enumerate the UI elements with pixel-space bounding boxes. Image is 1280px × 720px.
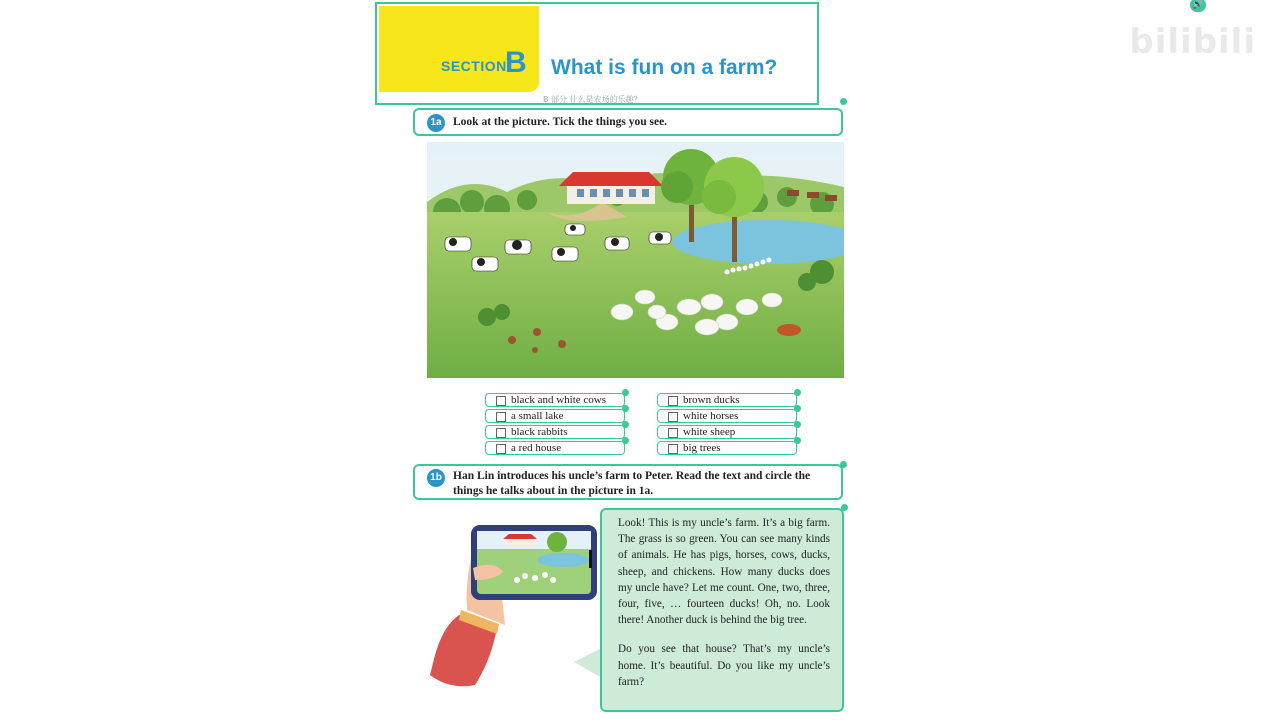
- checklist-item-white-horses[interactable]: [657, 409, 797, 423]
- hotspot-dot[interactable]: [622, 421, 629, 428]
- hotspot-dot[interactable]: [794, 389, 801, 396]
- task-1a-text: Look at the picture. Tick the things you see.: [453, 116, 668, 128]
- checklist-item-brown-ducks[interactable]: [657, 393, 797, 407]
- task-1a-instruction[interactable]: [413, 108, 843, 136]
- checklist-item-white-sheep[interactable]: [657, 425, 797, 439]
- hotspot-dot[interactable]: [622, 437, 629, 444]
- checkbox[interactable]: [496, 428, 506, 438]
- page-subtitle-chinese: B 部分 什么是农场的乐趣？: [543, 95, 642, 104]
- checklist-label: big trees: [683, 442, 721, 454]
- checklist-label: black rabbits: [511, 426, 568, 438]
- hotspot-dot[interactable]: [840, 98, 847, 105]
- task-1b-badge: 1b: [427, 469, 445, 487]
- hotspot-dot[interactable]: [840, 461, 847, 468]
- task-1a-badge: 1a: [427, 114, 445, 132]
- red-house-drawing: [559, 172, 663, 204]
- checklist-label: a red house: [511, 442, 562, 454]
- reading-passage: [600, 508, 844, 712]
- reading-paragraph-2: Do you see that house? That’s my uncle’s home. It’s beautiful. Do you like my uncle’s farm?: [618, 643, 830, 688]
- hotspot-dot[interactable]: [841, 504, 848, 511]
- checkbox[interactable]: [668, 428, 678, 438]
- checkbox[interactable]: [496, 396, 506, 406]
- reading-paragraph-1: Look! This is my uncle’s farm. It’s a big farm. The grass is so green. You can see many kinds of animals. He has pigs, horses, cows, ducks, sheep, and chickens. How many ducks does my uncle have? Let me count. One, two, three, four, five, … fourteen ducks! Oh, no. Look there! Another duck is behind the big tree.: [618, 517, 830, 627]
- audio-icon[interactable]: 🔊: [1190, 0, 1206, 12]
- checklist-label: a small lake: [511, 410, 564, 422]
- checklist-item-black-and-white-cows[interactable]: [485, 393, 625, 407]
- hotspot-dot[interactable]: [794, 437, 801, 444]
- checkbox[interactable]: [668, 444, 678, 454]
- checklist-label: white horses: [683, 410, 739, 422]
- speech-bubble-pointer: [574, 648, 602, 678]
- checklist-item-a-red-house[interactable]: [485, 441, 625, 455]
- checklist-item-big-trees[interactable]: [657, 441, 797, 455]
- checklist-item-a-small-lake[interactable]: [485, 409, 625, 423]
- farm-scene-image: [427, 142, 844, 378]
- checklist-label: black and white cows: [511, 394, 606, 406]
- section-label: SECTION: [441, 58, 507, 74]
- hotspot-dot[interactable]: [622, 405, 629, 412]
- checkbox[interactable]: [496, 444, 506, 454]
- checkbox[interactable]: [496, 412, 506, 422]
- task-1b-text: Han Lin introduces his uncle’s farm to Peter. Read the text and circle the things he talks about in the picture in 1a.: [453, 470, 811, 497]
- checklist-item-black-rabbits[interactable]: [485, 425, 625, 439]
- checkbox[interactable]: [668, 412, 678, 422]
- bilibili-watermark: bilibili: [1129, 22, 1256, 62]
- section-letter: B: [505, 46, 527, 79]
- hotspot-dot[interactable]: [622, 389, 629, 396]
- hotspot-dot[interactable]: [794, 405, 801, 412]
- checklist-label: white sheep: [683, 426, 736, 438]
- hotspot-dot[interactable]: [794, 421, 801, 428]
- page-title: What is fun on a farm?: [551, 56, 778, 79]
- checklist-label: brown ducks: [683, 394, 740, 406]
- task-1b-instruction[interactable]: [413, 464, 843, 500]
- checkbox[interactable]: [668, 396, 678, 406]
